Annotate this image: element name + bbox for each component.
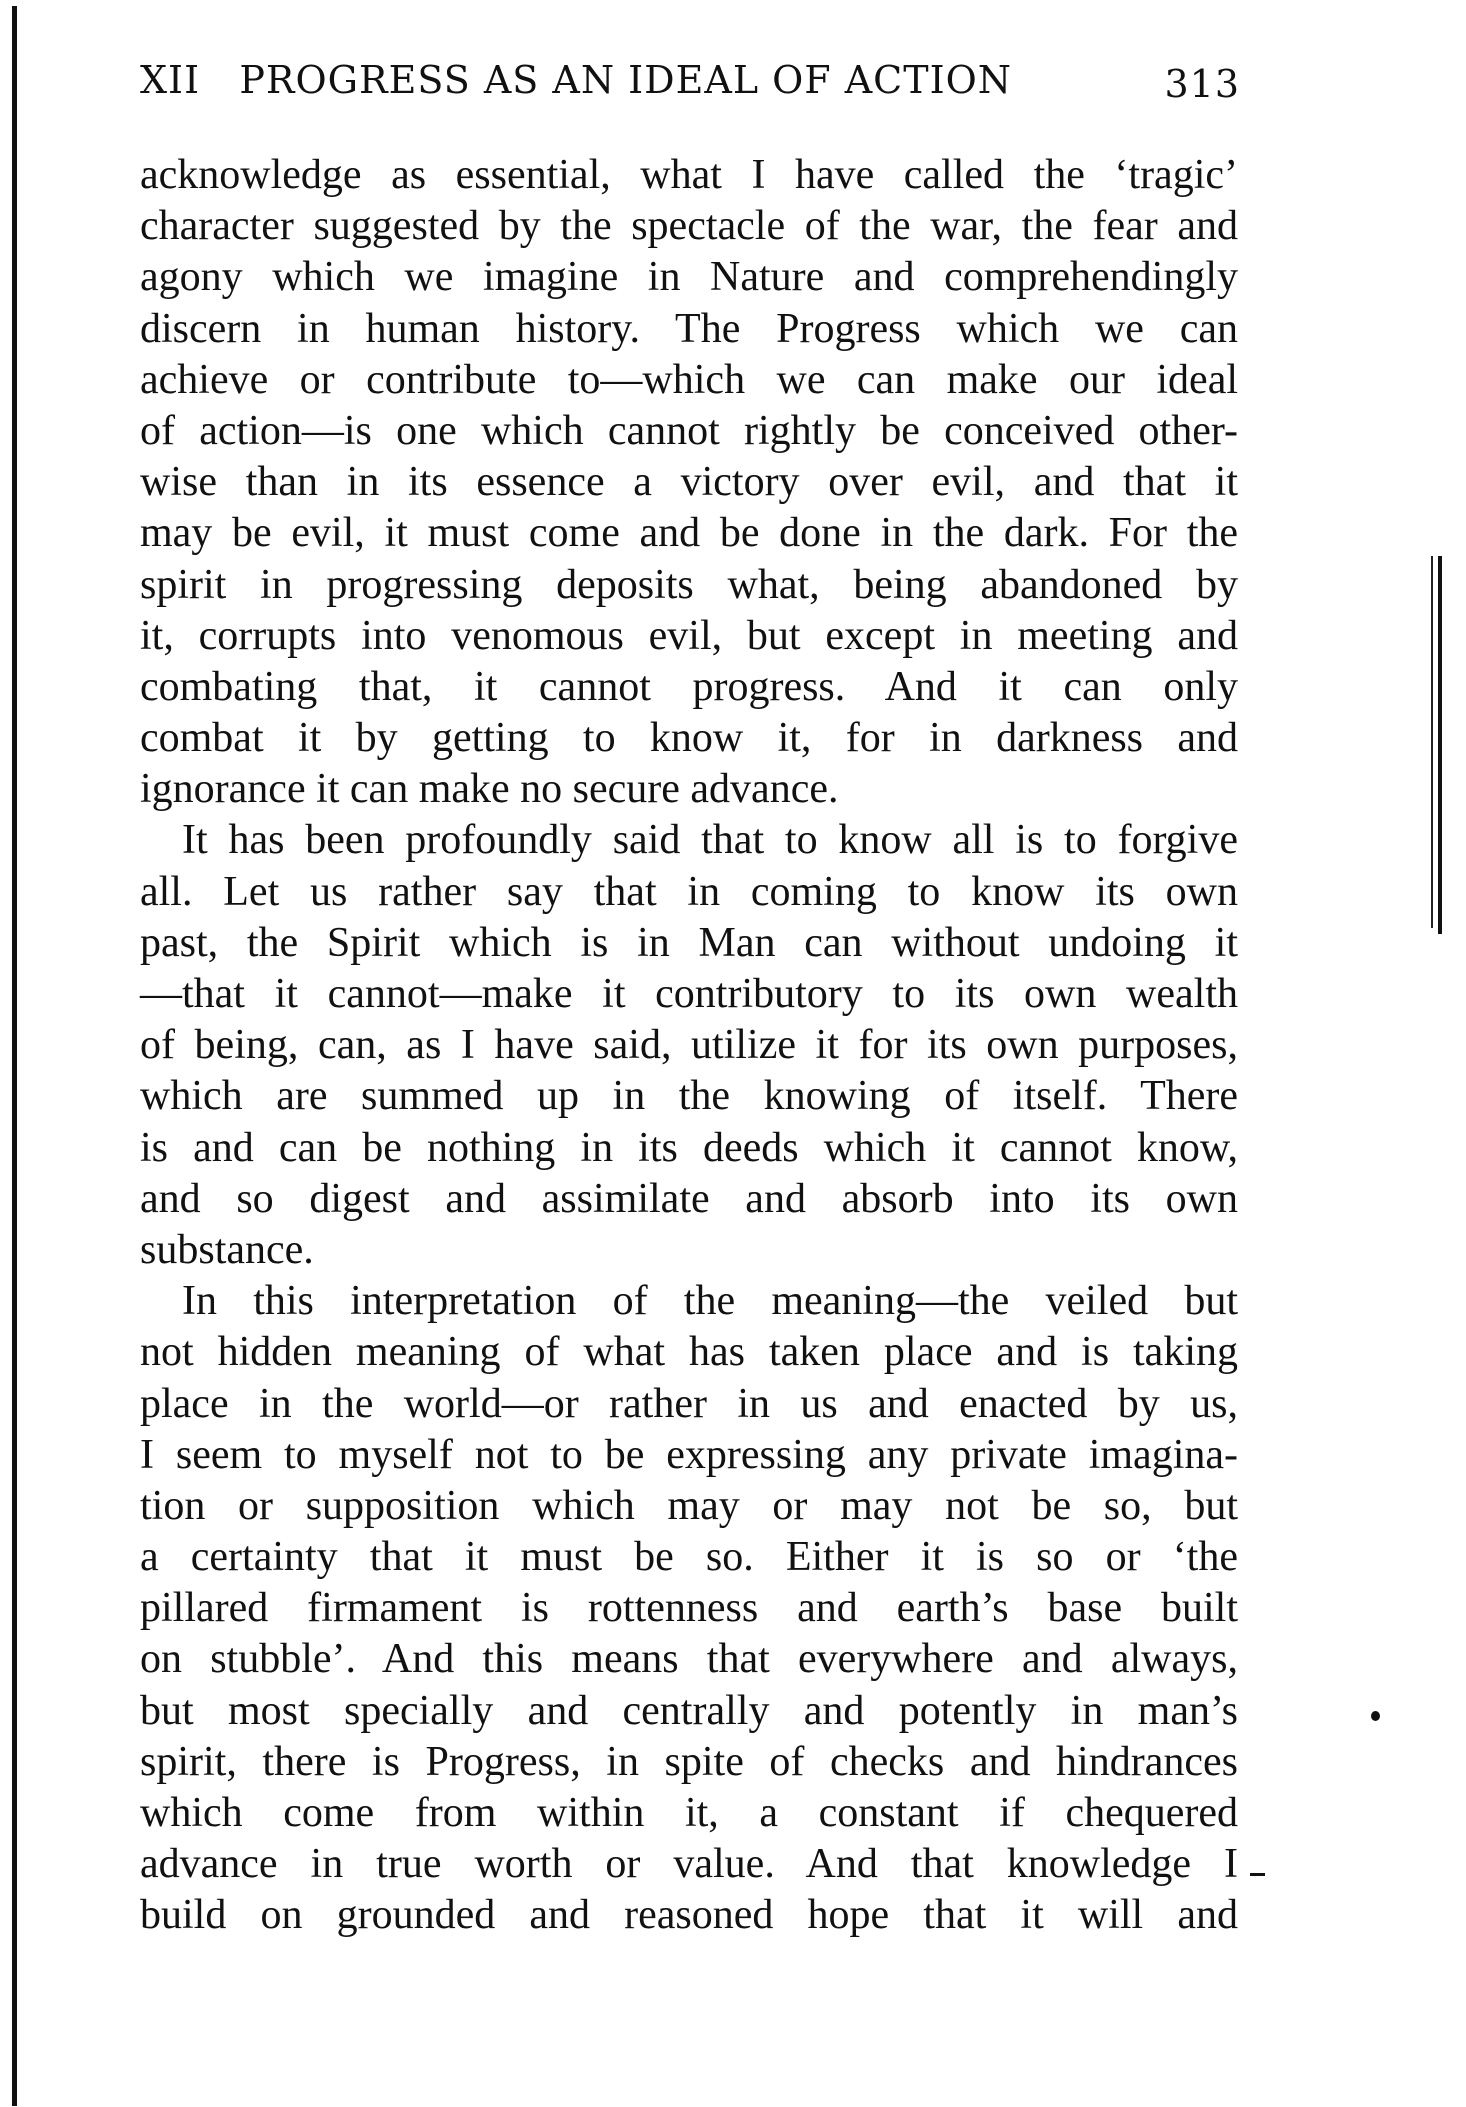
scan-speck <box>1371 1711 1380 1721</box>
text-line: build on grounded and reasoned hope that it will and <box>140 1892 1238 1939</box>
scan-artifact-line <box>1431 556 1433 928</box>
text-line: combating that, it cannot progress. And it can only <box>140 663 1238 710</box>
text-line: acknowledge as essential, what I have called the ‘tragic’ <box>140 152 1238 198</box>
text-line: discern in human history. The Progress which we can <box>140 305 1238 352</box>
text-line: character suggested by the spectacle of the war, the fear and <box>140 203 1238 250</box>
text-line: spirit, there is Progress, in spite of checks and hindrances <box>140 1738 1238 1785</box>
running-header <box>140 58 1240 108</box>
chapter-title: PROGRESS AS AN IDEAL OF ACTION <box>239 58 1013 102</box>
paragraph <box>140 1276 1238 1941</box>
page-edge-border <box>12 6 17 2106</box>
text-line: past, the Spirit which is in Man can without undoing it <box>140 919 1238 966</box>
text-line: not hidden meaning of what has taken place and is taking <box>140 1329 1238 1376</box>
text-line: advance in true worth or value. And that knowledge I <box>140 1841 1238 1888</box>
text-line: agony which we imagine in Nature and comprehendingly <box>140 254 1238 301</box>
text-line: spirit in progressing deposits what, being abandoned by <box>140 561 1238 608</box>
scan-hyphen-mark <box>1250 1873 1265 1876</box>
text-line: but most specially and centrally and potently in man’s <box>140 1687 1238 1734</box>
text-line: combat it by getting to know it, for in darkness and <box>140 715 1238 762</box>
running-title <box>140 58 1012 102</box>
text-line: ignorance it can make no secure advance. <box>140 766 839 813</box>
text-line: wise than in its essence a victory over evil, and that it <box>140 459 1238 506</box>
text-line: is and can be nothing in its deeds which it cannot know, <box>140 1124 1238 1171</box>
text-line: and so digest and assimilate and absorb into its own <box>140 1175 1238 1222</box>
text-line: which are summed up in the knowing of itself. There <box>140 1073 1238 1120</box>
text-line: may be evil, it must come and be done in the dark. For the <box>140 510 1238 557</box>
text-line: It has been profoundly said that to know all is to forgive <box>182 817 1238 864</box>
text-line: of being, can, as I have said, utilize it for its own purposes, <box>140 1022 1238 1069</box>
text-line: I seem to myself not to be expressing any private imagina- <box>140 1431 1238 1478</box>
text-line: place in the world—or rather in us and enacted by us, <box>140 1380 1238 1427</box>
text-line: pillared firmament is rottenness and earth’s base built <box>140 1585 1238 1632</box>
text-line: on stubble’. And this means that everywhere and always, <box>140 1636 1238 1683</box>
body-text <box>140 150 1238 1942</box>
text-line: it, corrupts into venomous evil, but except in meeting and <box>140 612 1238 659</box>
paragraph <box>140 150 1238 815</box>
paragraph <box>140 815 1238 1276</box>
page-number: 313 <box>1164 62 1240 106</box>
text-line: —that it cannot—make it contributory to its own wealth <box>140 971 1238 1017</box>
text-line: which come from within it, a constant if chequered <box>140 1790 1238 1836</box>
text-line: In this interpretation of the meaning—the veiled but <box>182 1278 1238 1325</box>
text-line: tion or supposition which may or may not be so, but <box>140 1482 1238 1529</box>
text-line: of action—is one which cannot rightly be conceived other- <box>140 407 1238 454</box>
text-line: achieve or contribute to—which we can make our ideal <box>140 356 1238 403</box>
scan-artifact-line <box>1438 556 1442 934</box>
chapter-number: XII <box>140 58 201 102</box>
text-line: a certainty that it must be so. Either it is so or ‘the <box>140 1534 1238 1581</box>
text-line: substance. <box>140 1226 314 1273</box>
text-line: all. Let us rather say that in coming to know its own <box>140 868 1238 915</box>
